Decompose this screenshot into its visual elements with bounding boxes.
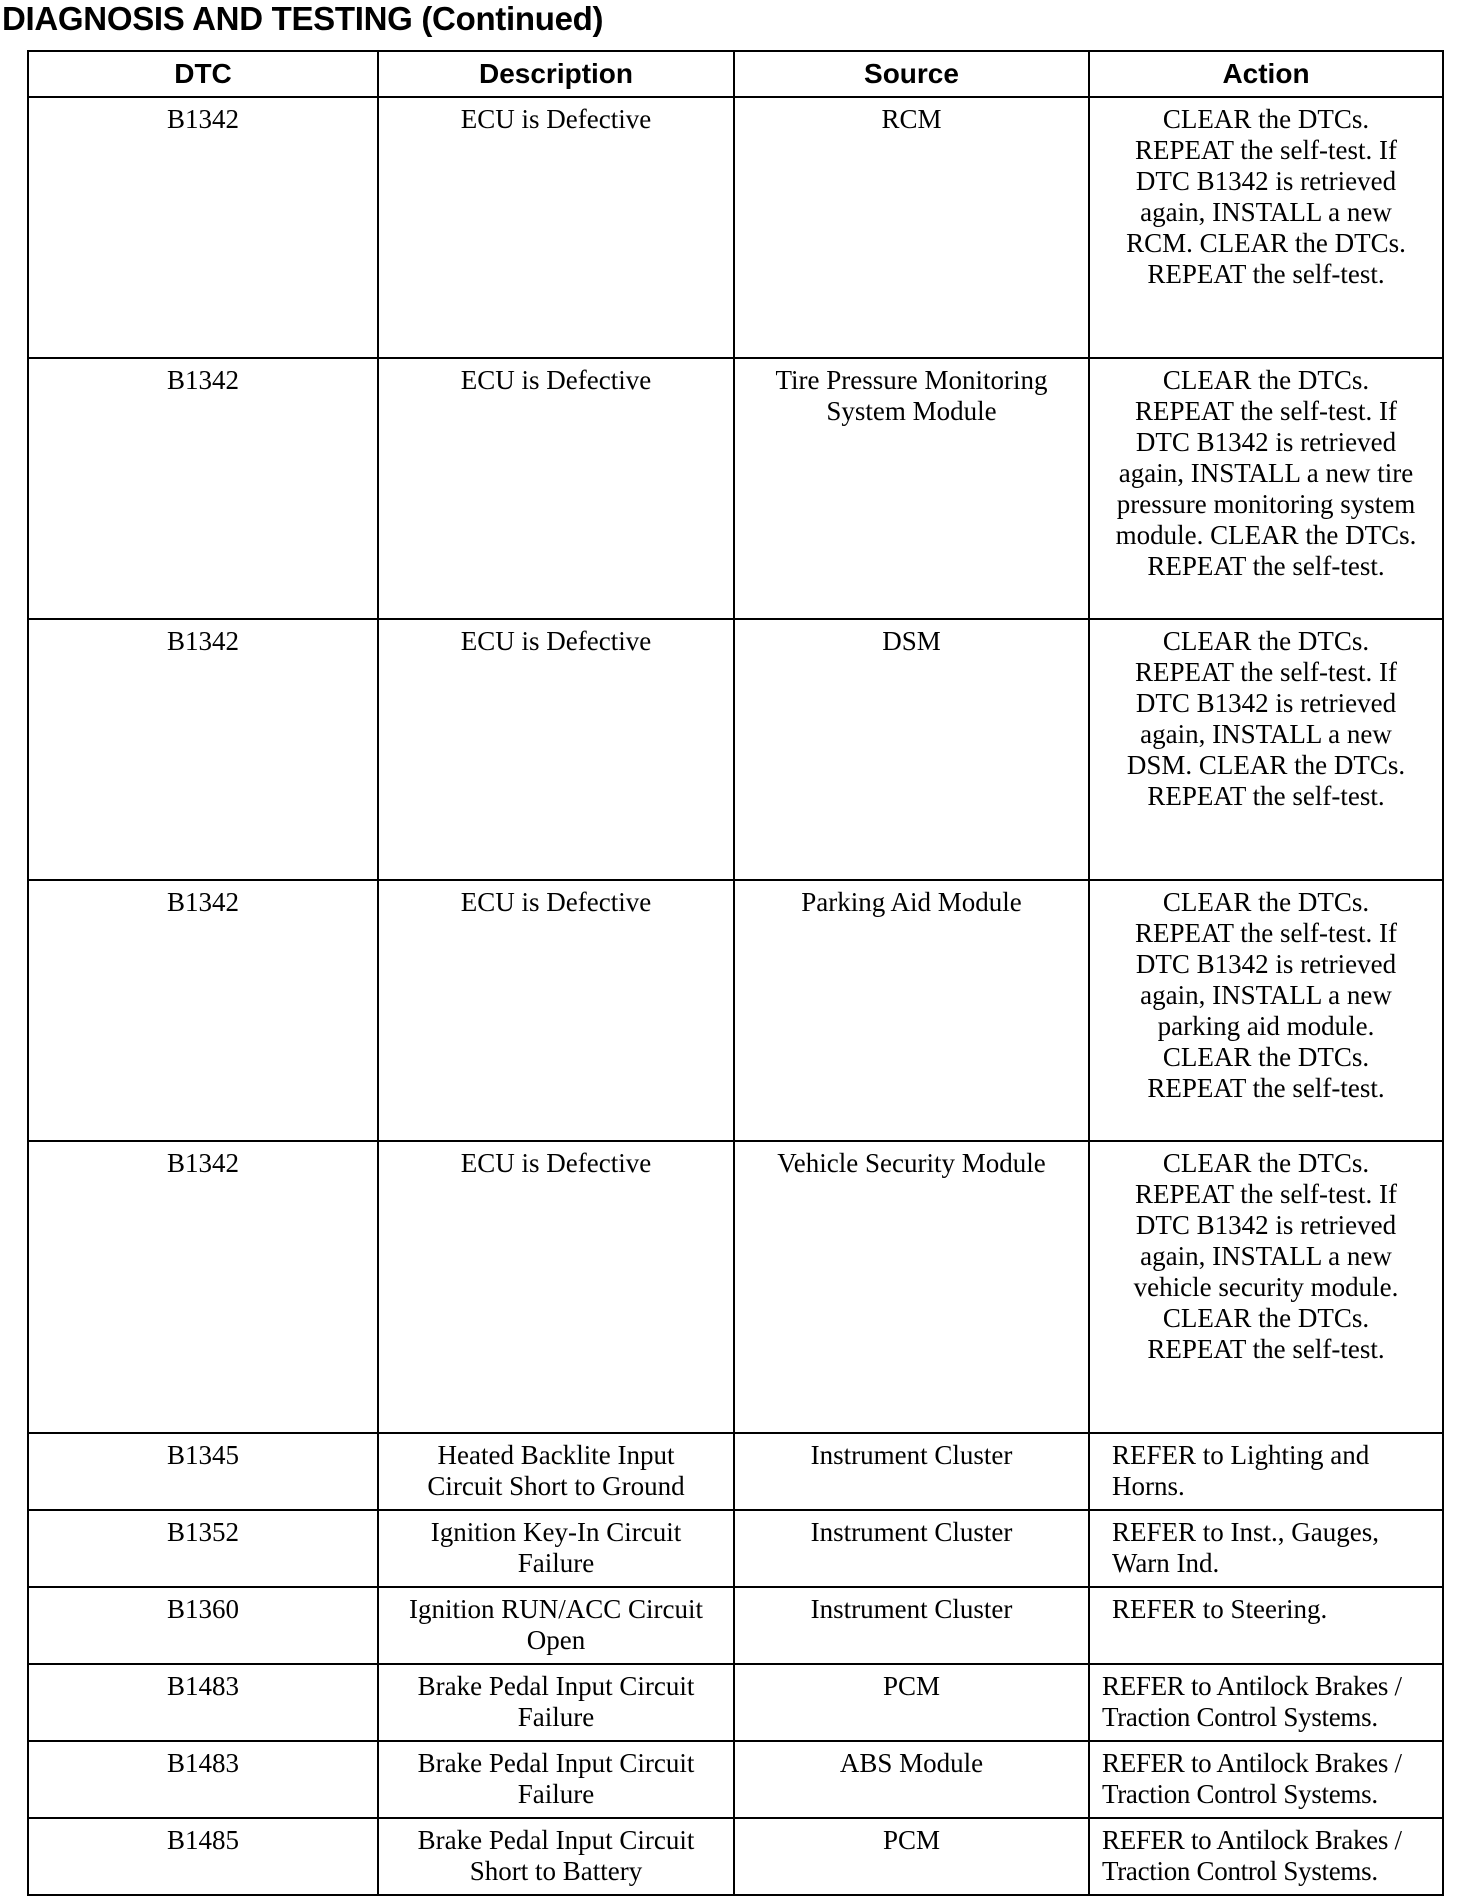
table-row xyxy=(28,97,1443,358)
dtc-table xyxy=(27,50,1444,1896)
cell-action: CLEAR the DTCs. REPEAT the self-test. If DTC B1342 is retrieved again, INSTALL a new DSM. CLEAR the DTCs. REPEAT the self-test. xyxy=(1089,619,1443,880)
cell-source: Instrument Cluster xyxy=(734,1433,1089,1510)
cell-description: Brake Pedal Input Circuit Failure xyxy=(378,1741,734,1818)
cell-action: REFER to Antilock Brakes / Traction Control Systems. xyxy=(1089,1664,1443,1741)
cell-dtc: B1342 xyxy=(28,358,378,619)
cell-action: REFER to Lighting and Horns. xyxy=(1089,1433,1443,1510)
cell-dtc: B1483 xyxy=(28,1664,378,1741)
table-row xyxy=(28,358,1443,619)
cell-description: Ignition Key-In Circuit Failure xyxy=(378,1510,734,1587)
table-row xyxy=(28,880,1443,1141)
cell-description: Brake Pedal Input Circuit Short to Battery xyxy=(378,1818,734,1895)
cell-source: PCM xyxy=(734,1664,1089,1741)
cell-action: REFER to Antilock Brakes / Traction Control Systems. xyxy=(1089,1741,1443,1818)
cell-dtc: B1485 xyxy=(28,1818,378,1895)
cell-action: REFER to Steering. xyxy=(1089,1587,1443,1664)
table-row xyxy=(28,1433,1443,1510)
cell-dtc: B1342 xyxy=(28,97,378,358)
cell-source: Instrument Cluster xyxy=(734,1510,1089,1587)
cell-description: ECU is Defective xyxy=(378,97,734,358)
cell-action: CLEAR the DTCs. REPEAT the self-test. If DTC B1342 is retrieved again, INSTALL a new vehicle security module. CLEAR the DTCs. REPEAT the self-test. xyxy=(1089,1141,1443,1433)
cell-description: ECU is Defective xyxy=(378,619,734,880)
cell-description: ECU is Defective xyxy=(378,1141,734,1433)
cell-action: CLEAR the DTCs. REPEAT the self-test. If DTC B1342 is retrieved again, INSTALL a new tire pressure monitoring system module. CLEAR the DTCs. REPEAT the self-test. xyxy=(1089,358,1443,619)
cell-dtc: B1360 xyxy=(28,1587,378,1664)
cell-dtc: B1342 xyxy=(28,619,378,880)
cell-source: ABS Module xyxy=(734,1741,1089,1818)
cell-action: CLEAR the DTCs. REPEAT the self-test. If DTC B1342 is retrieved again, INSTALL a new parking aid module. CLEAR the DTCs. REPEAT the self-test. xyxy=(1089,880,1443,1141)
cell-description: ECU is Defective xyxy=(378,358,734,619)
cell-source: RCM xyxy=(734,97,1089,358)
cell-source: Parking Aid Module xyxy=(734,880,1089,1141)
table-row xyxy=(28,1587,1443,1664)
cell-source: DSM xyxy=(734,619,1089,880)
cell-description: Brake Pedal Input Circuit Failure xyxy=(378,1664,734,1741)
cell-dtc: B1483 xyxy=(28,1741,378,1818)
cell-description: Ignition RUN/ACC Circuit Open xyxy=(378,1587,734,1664)
table-header-row xyxy=(28,51,1443,97)
table-row xyxy=(28,619,1443,880)
header-description: Description xyxy=(378,51,734,97)
cell-source: PCM xyxy=(734,1818,1089,1895)
table-row xyxy=(28,1664,1443,1741)
header-dtc: DTC xyxy=(28,51,378,97)
table-row xyxy=(28,1818,1443,1895)
table-row xyxy=(28,1141,1443,1433)
cell-dtc: B1342 xyxy=(28,1141,378,1433)
table-row xyxy=(28,1510,1443,1587)
header-source: Source xyxy=(734,51,1089,97)
cell-source: Vehicle Security Module xyxy=(734,1141,1089,1433)
cell-dtc: B1342 xyxy=(28,880,378,1141)
cell-description: Heated Backlite Input Circuit Short to Ground xyxy=(378,1433,734,1510)
page-title: DIAGNOSIS AND TESTING (Continued) xyxy=(2,0,604,37)
header-action: Action xyxy=(1089,51,1443,97)
cell-dtc: B1352 xyxy=(28,1510,378,1587)
cell-action: REFER to Inst., Gauges, Warn Ind. xyxy=(1089,1510,1443,1587)
cell-description: ECU is Defective xyxy=(378,880,734,1141)
cell-source: Instrument Cluster xyxy=(734,1587,1089,1664)
cell-action: REFER to Antilock Brakes / Traction Control Systems. xyxy=(1089,1818,1443,1895)
table-row xyxy=(28,1741,1443,1818)
cell-action: CLEAR the DTCs. REPEAT the self-test. If DTC B1342 is retrieved again, INSTALL a new RCM. CLEAR the DTCs. REPEAT the self-test. xyxy=(1089,97,1443,358)
cell-dtc: B1345 xyxy=(28,1433,378,1510)
cell-source: Tire Pressure Monitoring System Module xyxy=(734,358,1089,619)
